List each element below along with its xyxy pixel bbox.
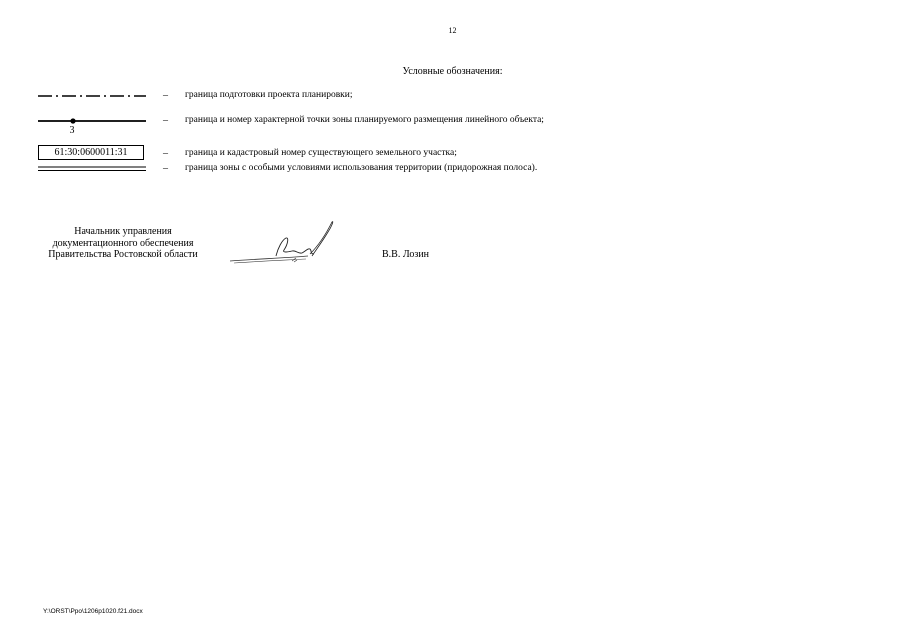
handwritten-signature xyxy=(226,218,338,271)
legend-text-land-parcel: граница и кадастровый номер существующего земельного участка; xyxy=(185,148,457,158)
legend-dash-3: – xyxy=(163,148,168,159)
legend-text-planning-boundary: граница подготовки проекта планировки; xyxy=(185,90,353,100)
footer-file-path: Y:\ORST\Ppo\1206p1020.f21.docx xyxy=(43,608,143,615)
signer-title-line-3: Правительства Ростовской области xyxy=(48,249,198,260)
legend-point-number: 3 xyxy=(69,125,75,136)
legend-text-linear-object-zone: граница и номер характерной точки зоны планируемого размещения линейного объекта; xyxy=(185,115,544,125)
characteristic-point-marker xyxy=(70,118,75,123)
legend-symbol-double-line xyxy=(38,165,148,173)
legend-text-roadside-zone: граница зоны с особыми условиями использования территории (придорожная полоса). xyxy=(185,163,538,173)
legend-dash-1: – xyxy=(163,90,168,101)
legend-dash-2: – xyxy=(163,115,168,126)
legend-symbol-line-with-point xyxy=(38,117,148,125)
legend-symbol-parcel-box: 61:30:0600011:31 xyxy=(38,145,144,160)
page-number: 12 xyxy=(448,26,457,35)
signer-title-line-1: Начальник управления xyxy=(74,226,172,237)
legend-title: Условные обозначения: xyxy=(402,66,503,77)
legend-symbol-dash-dot-line xyxy=(38,93,148,99)
signer-title xyxy=(20,226,226,261)
signer-name: В.В. Лозин xyxy=(382,249,430,260)
legend-dash-4: – xyxy=(163,163,168,174)
signer-title-line-2: документационного обеспечения xyxy=(52,237,194,249)
